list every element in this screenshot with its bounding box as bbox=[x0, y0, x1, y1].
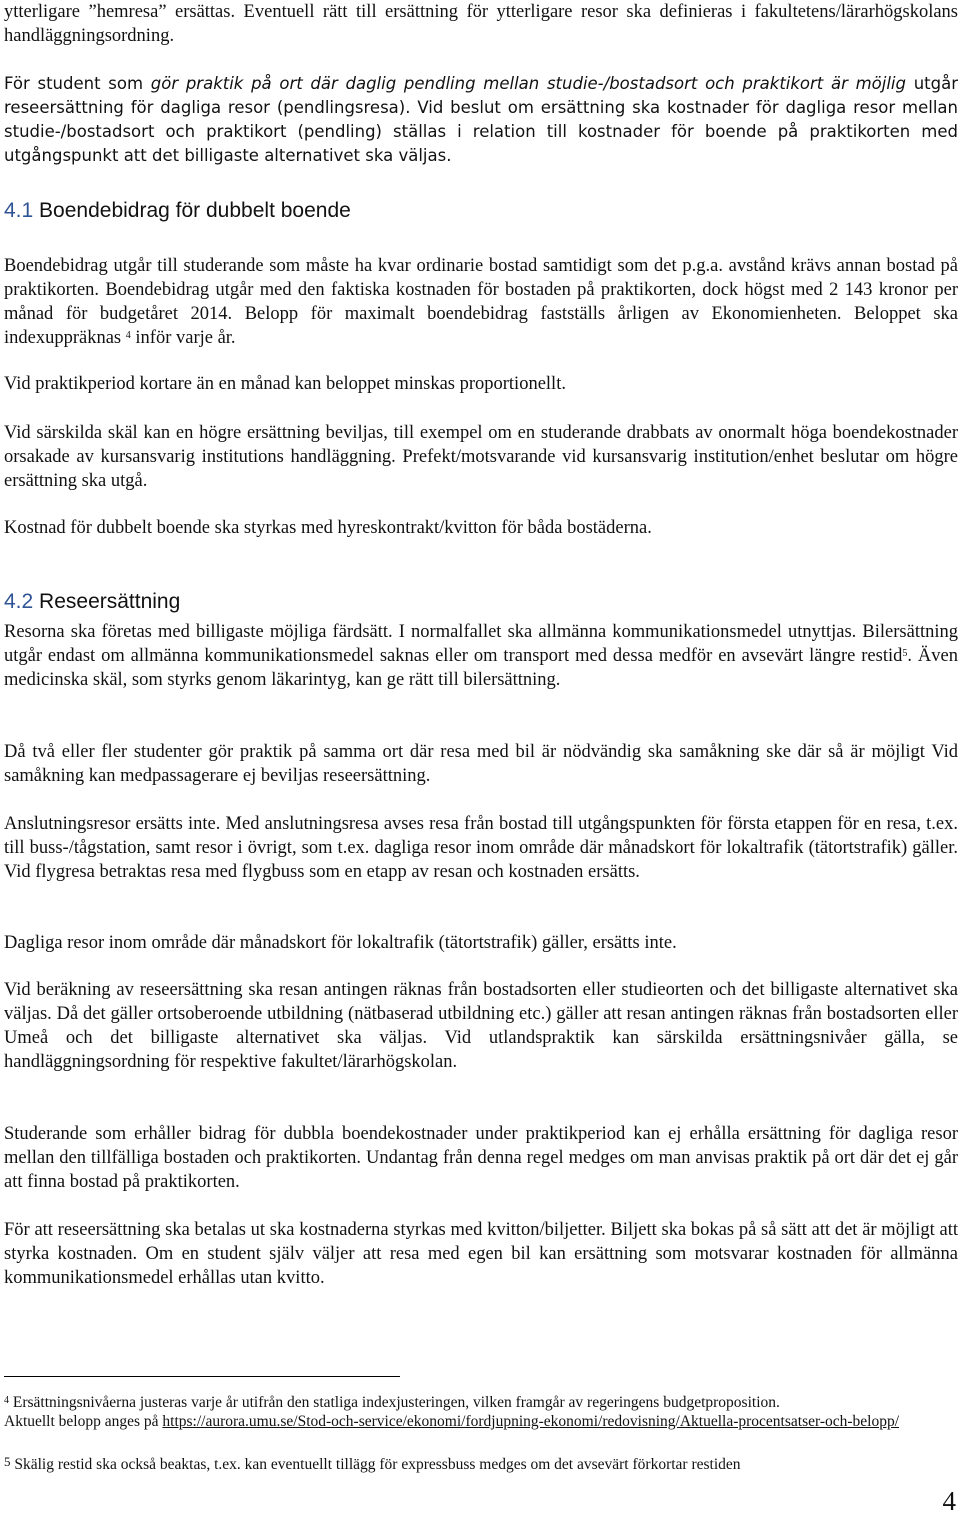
intro-paragraph: ytterligare ”hemresa” ersättas. Eventuell rätt till ersättning för ytterligare resor ska definieras i fakultetens/lärarhögskolans handläggningsordning. bbox=[4, 2, 958, 46]
section-number: 4.2 bbox=[4, 590, 34, 613]
double-housing-proof-paragraph: Kostnad för dubbelt boende ska styrkas med hyreskontrakt/kvitton för båda bostäderna. bbox=[4, 518, 652, 538]
section-title: Reseersättning bbox=[39, 590, 181, 613]
footnote-5-mark: 5 bbox=[4, 1454, 11, 1469]
housing-grant-text-end: inför varje år. bbox=[130, 328, 236, 348]
footnote-5-text: Skälig restid ska också beaktas, t.ex. kan eventuellt tillägg för expressbuss medges om det avsevärt förkortar restiden bbox=[10, 1456, 741, 1473]
footnote-5 bbox=[4, 1455, 958, 1474]
page-number: 4 bbox=[942, 1486, 956, 1516]
carpool-paragraph: Då två eller fler studenter gör praktik på samma ort där resa med bil är nödvändig ska samåkning ske där så är möjligt Vid samåkning kan medpassagerare ej beviljas reseersättning. bbox=[4, 742, 958, 786]
daily-trips-paragraph: Dagliga resor inom område där månadskort för lokaltrafik (tätortstrafik) gäller, ersätts inte. bbox=[4, 933, 677, 953]
footnote-4-text: Ersättningsnivåerna justeras varje år utifrån den statliga indexjusteringen, vilken framgår av regeringens budgetproposition. bbox=[9, 1394, 780, 1411]
special-reasons-paragraph: Vid särskilda skäl kan en högre ersättning beviljas, till exempel om en studerande drabbats av onormalt höga boendekostnader orsakade av kursansvarig institutions handläggning. Prefekt/motsvarande vid kursansvarig institution/enhet beslutar om högre ersättning ska utgå. bbox=[4, 423, 958, 491]
travel-mode-paragraph bbox=[4, 620, 958, 692]
footnote-ref-4[interactable]: 4 bbox=[125, 330, 131, 341]
calculation-paragraph: Vid beräkning av reseersättning ska resan antingen räknas från bostadsorten eller studieorten och det billigaste alternativet ska väljas. Då det gäller ortsoberoende utbildning (nätbaserad utbildning etc.) gäller att resan antingen räknas från bostadsorten eller Umeå och det billigaste alternativet ska väljas. Vid utlandspraktik kan särskilda ersättningsnivåer gälla, se handläggningsordning för respektive fakultet/lärarhögskolan. bbox=[4, 980, 958, 1072]
footnote-4-line2: Aktuellt belopp anges på bbox=[4, 1413, 163, 1430]
travel-mode-text: Resorna ska företas med billigaste möjliga färdsätt. I normalfallet ska allmänna kommunikationsmedel utnyttjas. Bilersättning utgår endast om allmänna kommunikationsmedel saknas eller om transport med dessa medför en avsevärt längre restid bbox=[4, 622, 958, 666]
travel-mode-text-end: . Även medicinska skäl, som styrks genom läkarintyg, kan ge rätt till bilersättning. bbox=[4, 646, 958, 690]
section-heading-4-1 bbox=[4, 198, 958, 224]
commuting-paragraph bbox=[4, 72, 958, 168]
housing-grant-paragraph bbox=[4, 254, 958, 350]
short-period-paragraph: Vid praktikperiod kortare än en månad kan beloppet minskas proportionellt. bbox=[4, 374, 566, 394]
section-number: 4.1 bbox=[4, 199, 34, 222]
section-title: Boendebidrag för dubbelt boende bbox=[39, 199, 351, 222]
footnote-ref-5[interactable]: 5 bbox=[902, 648, 908, 659]
receipts-paragraph: För att reseersättning ska betalas ut ska kostnaderna styrkas med kvitton/biljetter. Biljett ska bokas på så sätt att det är möjligt att styrka kostnaden. Om en student själv väljer att resa med egen bil kan ersättning som motsvarar kostnaden för allmänna kommunikationsmedel erhållas utan kvitto. bbox=[4, 1220, 958, 1288]
footnote-4-link[interactable]: https://aurora.umu.se/Stod-och-service/ekonomi/fordjupning-ekonomi/redovisning/Aktuella-procentsatser-och-belopp/ bbox=[162, 1413, 900, 1430]
section-heading-4-2 bbox=[4, 589, 958, 615]
commuting-emphasis: gör praktik på ort där daglig pendling mellan studie-/bostadsort och praktikort är möjlig bbox=[150, 74, 906, 93]
housing-grant-text: Boendebidrag utgår till studerande som måste ha kvar ordinarie bostad samtidigt som det p.g.a. avstånd krävs annan bostad på praktikorten. Boendebidrag utgår med den faktiska kostnaden för bostaden på praktikorten, dock högst med 2 143 kronor per månad för budgetåret 2014. Belopp för maximalt boendebidrag fastställs årligen av Ekonomienheten. Beloppet ska indexuppräknas bbox=[4, 256, 958, 348]
connecting-trips-paragraph: Anslutningsresor ersätts inte. Med anslutningsresa avses resa från bostad till utgångspunkten för första etappen för en resa, t.ex. till buss-/tågstation, samt resor i övrigt, som t.ex. dagliga resor inom område där månadskort för lokaltrafik (tätortstrafik) gäller. Vid flygresa betraktas resa med flygbuss som en etapp av resan och kostnaden ersätts. bbox=[4, 814, 958, 882]
commuting-text-end: utgår reseersättning för dagliga resor (pendlingsresa). Vid beslut om ersättning ska kostnader för dagliga resor mellan studie-/bostadsort och praktikort (pendling) ställas i relation till kostnader för boende på praktikorten med utgångspunkt att det billigaste alternativet ska väljas. bbox=[4, 74, 959, 165]
footnote-4-mark: 4 bbox=[4, 1395, 9, 1406]
footnote-4 bbox=[4, 1393, 958, 1431]
commuting-text-start: För student som bbox=[4, 74, 151, 93]
double-costs-paragraph: Studerande som erhåller bidrag för dubbla boendekostnader under praktikperiod kan ej erhålla ersättning för dagliga resor mellan den tillfälliga bostaden och praktikorten. Undantag från denna regel medges om man anvisas praktik på ort där det ej går att finna bostad på praktikorten. bbox=[4, 1124, 958, 1192]
footnote-separator bbox=[4, 1376, 400, 1377]
